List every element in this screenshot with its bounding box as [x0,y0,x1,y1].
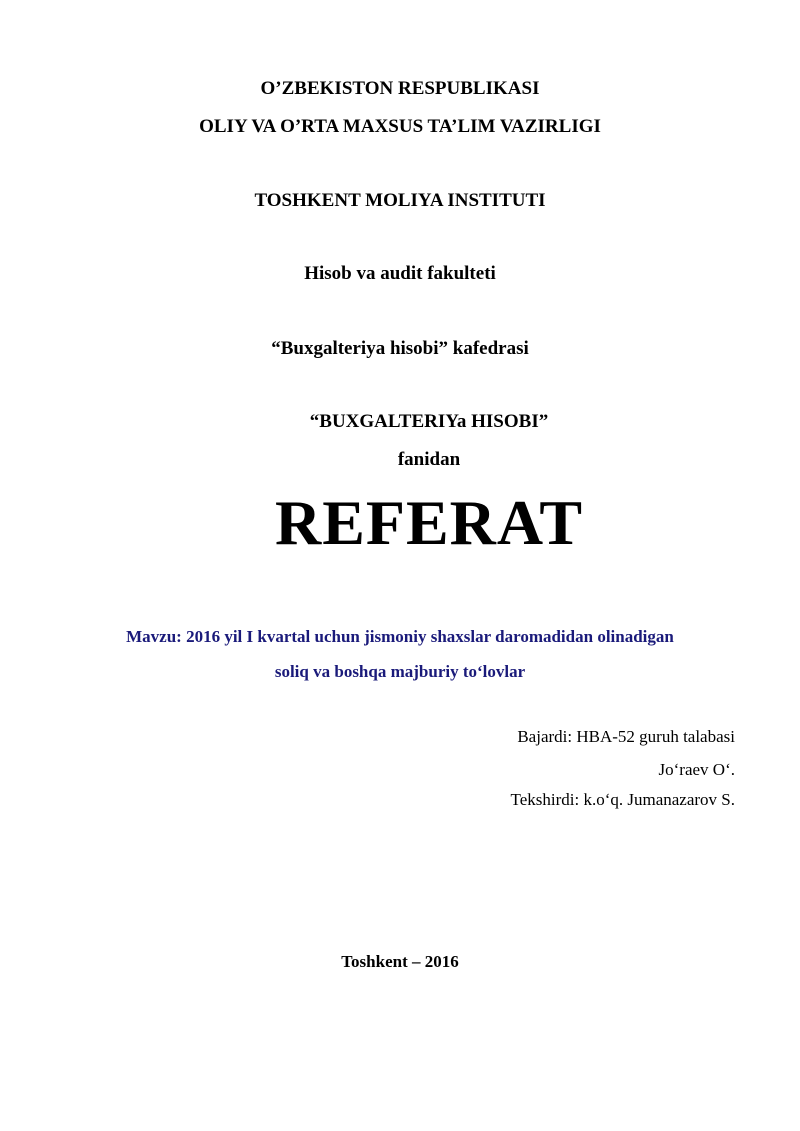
department-heading: “Buxgalteriya hisobi” kafedrasi [271,338,529,359]
reviewer-label: Tekshirdi: k.o‘q. Jumanazarov S. [510,790,735,809]
document-type-title: REFERAT [274,487,584,558]
subject-suffix: fanidan [397,449,461,470]
topic-line-2: soliq va boshqa majburiy to‘lovlar [274,662,526,681]
performer-name: Jo‘raev O‘. [658,760,735,779]
ministry-heading: OLIY VA O’RTA MAXSUS TA’LIM VAZIRLIGI [199,116,601,137]
republic-heading: O’ZBEKISTON RESPUBLIKASI [260,78,540,99]
subject-name: “BUXGALTERIYa HISOBI” [309,411,549,432]
faculty-heading: Hisob va audit fakulteti [304,263,496,284]
topic-line-1: Mavzu: 2016 yil I kvartal uchun jismoniy shaxslar daromadidan olinadigan [126,627,674,646]
place-year-footer: Toshkent – 2016 [341,952,459,971]
performer-label: Bajardi: HBA-52 guruh talabasi [517,727,735,746]
institute-heading: TOSHKENT MOLIYA INSTITUTI [254,190,546,211]
